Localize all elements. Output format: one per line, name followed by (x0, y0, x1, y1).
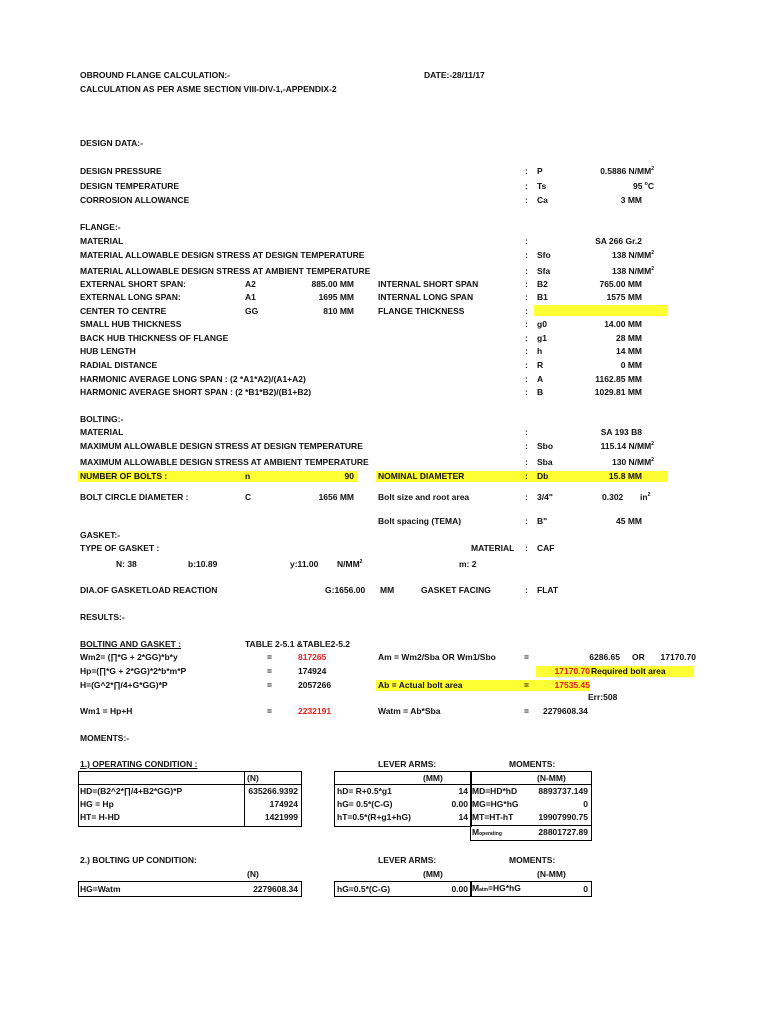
op-force-formula: HT= H-HD (80, 812, 120, 822)
flange-row-value: 138 $N/MM^2$ (612, 266, 654, 276)
nbolts-label: NUMBER OF BOLTS : (80, 471, 168, 481)
bolting-row-sep: : (525, 427, 528, 437)
flange-row-sep: : (525, 333, 528, 343)
bolt-root-area: 0.302 (602, 492, 624, 502)
op-lever-value: 0.00 (451, 799, 468, 809)
bolting-row-sep: : (525, 441, 528, 451)
hp-formula: Hp=(∏*G + 2*GG)*2*b*m*P (80, 666, 187, 676)
flange-row-value: 14.00 MM (604, 319, 642, 329)
flange-row-sym: Sfo (537, 250, 551, 260)
m-operating-value: 28801727.89 (538, 827, 588, 837)
bu-unit-nmm: (N-MM) (537, 869, 566, 879)
op-forces-header-line (78, 784, 301, 785)
watm-formula: Watm = Ab*Sba (378, 706, 441, 716)
op-moment-header-line (470, 784, 591, 785)
wm1-value: 2232191 (298, 706, 332, 716)
flange-row-sep: : (525, 250, 528, 260)
nomdia-label: NOMINAL DIAMETER (378, 471, 465, 481)
design-row-value: 95 $^o$C (632, 181, 654, 191)
bu-unit-mm: (MM) (423, 869, 443, 879)
bcd-val: 1656 MM (318, 492, 354, 502)
op-force-value: 174924 (269, 799, 298, 809)
am-eq: = (524, 652, 529, 662)
bolting-row-sym: Sba (537, 457, 553, 467)
op-force-formula: HG = Hp (80, 799, 114, 809)
flange-row-sym-a: GG (245, 306, 259, 316)
bcd-label: BOLT CIRCLE DIAMETER : (80, 492, 189, 502)
flange-row-sym: B (537, 387, 544, 397)
flange-row-sep: : (525, 360, 528, 370)
bolt-spacing-label: Bolt spacing (TEMA) (378, 516, 462, 526)
flange-row-sym: g0 (537, 319, 547, 329)
bolt-size-label: Bolt size and root area (378, 492, 470, 502)
wm1-eq: = (267, 706, 272, 716)
op-moment-total-line (470, 825, 591, 826)
gasket-facing-val: FLAT (537, 585, 559, 595)
am-or: OR (632, 652, 645, 662)
bu-moments-title: MOMENTS: (509, 855, 556, 865)
design-row-label: CORROSION ALLOWANCE (80, 195, 190, 205)
flange-row-label: MATERIAL ALLOWABLE DESIGN STRESS AT DESIGN TEMPERATURE (80, 250, 365, 260)
flange-row-sep: : (525, 279, 528, 289)
flange-row-label-b: INTERNAL LONG SPAN (378, 292, 474, 302)
design-row-label: DESIGN PRESSURE (80, 166, 162, 176)
flange-row-value: SA 266 Gr.2 (595, 236, 642, 246)
watm-eq: = (524, 706, 529, 716)
flange-row-sym: g1 (537, 333, 547, 343)
flange-row-label-b: FLANGE THICKNESS (378, 306, 465, 316)
bu-lever-formula: hG=0.5*(C-G) (337, 884, 391, 894)
operating-title: 1.) OPERATING CONDITION : (80, 759, 198, 769)
flange-row-sym: Sfa (537, 266, 551, 276)
flange-row-sym-a: A1 (245, 292, 256, 302)
flange-row-sep: : (525, 236, 528, 246)
flange-row-sym: R (537, 360, 544, 370)
flange-row-sep: : (525, 266, 528, 276)
op-moment-value: 0 (583, 799, 588, 809)
required-area-value: 17170.70 (554, 666, 590, 676)
bolting-row-label: MATERIAL (80, 427, 124, 437)
design-row-value: 0.5886 $N/MM^2$ (600, 166, 654, 176)
flange-row-label: HARMONIC AVERAGE SHORT SPAN : (2 *B1*B2)/(B1+B2) (80, 387, 312, 397)
bu-force-formula: HG=Watm (80, 884, 121, 894)
wm2-eq: = (267, 652, 272, 662)
bolt-size-sym: 3/4" (537, 492, 553, 502)
am-value-2: 17170.70 (660, 652, 696, 662)
bolting-row-label: MAXIMUM ALLOWABLE DESIGN STRESS AT DESIGN TEMPERATURE (80, 441, 363, 451)
flange-row-value: 765.00 MM (599, 279, 642, 289)
table-ref: TABLE 2-5.1 &TABLE2-5.2 (245, 639, 351, 649)
op-lever-formula: hG= 0.5*(C-G) (337, 799, 393, 809)
bolting-row-label: MAXIMUM ALLOWABLE DESIGN STRESS AT AMBIENT TEMPERATURE (80, 457, 369, 467)
results-heading: RESULTS:- (80, 612, 125, 622)
gasket-material-val: CAF (537, 543, 555, 553)
op-moment-formula: MG=HG*hG (472, 799, 519, 809)
design-row-label: DESIGN TEMPERATURE (80, 181, 180, 191)
op-unit-n: (N) (247, 773, 259, 783)
design-row-sym: Ca (537, 195, 548, 205)
design-heading: DESIGN DATA:- (80, 138, 143, 148)
bolt-root-unit: $in^2$ (640, 492, 651, 502)
flange-row-sep: : (525, 387, 528, 397)
op-unit-mm: (MM) (423, 773, 443, 783)
wm2-value: 817265 (298, 652, 327, 662)
h-formula: H=(G^2*∏/4+G*GG)*P (80, 680, 168, 690)
flange-row-label: EXTERNAL SHORT SPAN: (80, 279, 186, 289)
op-moment-formula: MD=HD*hD (472, 786, 518, 796)
flange-row-value: 1575 MM (606, 292, 642, 302)
flange-row-value: 1162.85 MM (595, 374, 642, 384)
gasket-material-label: MATERIAL (471, 543, 515, 553)
flange-row-label: BACK HUB THICKNESS OF FLANGE (80, 333, 229, 343)
m-operating-label: Moperating (472, 827, 502, 837)
hp-eq: = (267, 666, 272, 676)
bolting-row-sym: Sbo (537, 441, 554, 451)
flange-row-sep: : (525, 346, 528, 356)
error-cell: Err:508 (588, 692, 618, 702)
gasket-g-unit: MM (380, 585, 395, 595)
flange-row-sep: : (525, 306, 528, 316)
gasket-g-val: G:1656.00 (325, 585, 366, 595)
bu-unit-n: (N) (247, 869, 259, 879)
required-area-label: Required bolt area (591, 666, 666, 676)
flange-row-value: 138 $N/MM^2$ (612, 250, 654, 260)
gasket-m: m: 2 (459, 559, 477, 569)
gasket-type-label: TYPE OF GASKET : (80, 543, 160, 553)
flange-row-sep: : (525, 319, 528, 329)
am-value: 6286.65 (589, 652, 620, 662)
bolting-heading: BOLTING:- (80, 414, 124, 424)
gasket-facing-label: GASKET FACING (421, 585, 491, 595)
doc-title: OBROUND FLANGE CALCULATION:- (80, 70, 230, 80)
op-force-value: 1421999 (264, 812, 298, 822)
nbolts-val: 90 (344, 471, 354, 481)
design-row-value: 3 MM (620, 195, 642, 205)
flange-row-sym: A (537, 374, 544, 384)
flange-heading: FLANGE:- (80, 222, 121, 232)
flange-row-val-a: 1695 MM (318, 292, 354, 302)
flange-row-sym: h (537, 346, 543, 356)
flange-row-label: MATERIAL ALLOWABLE DESIGN STRESS AT AMBIENT TEMPERATURE (80, 266, 371, 276)
design-row-sep: : (525, 195, 528, 205)
gasket-heading: GASKET:- (80, 530, 121, 540)
op-lever-value: 14 (458, 812, 468, 822)
bolt-spacing-sep: : (525, 516, 528, 526)
op-lever-formula: hD= R+0.5*g1 (337, 786, 392, 796)
flange-row-sym: B2 (537, 279, 548, 289)
gasket-y-unit: $N/MM^2$ (337, 559, 363, 569)
flange-row-sym: B1 (537, 292, 548, 302)
flange-row-label: MATERIAL (80, 236, 124, 246)
bcd-sym: C (245, 492, 252, 502)
gasket-dia-label: DIA.OF GASKETLOAD REACTION (80, 585, 218, 595)
bolt-size-sep: : (525, 492, 528, 502)
flange-row-label: SMALL HUB THICKNESS (80, 319, 182, 329)
watm-value: 2279608.34 (543, 706, 588, 716)
nomdia-sep: : (525, 471, 528, 481)
op-lever-title: LEVER ARMS: (378, 759, 437, 769)
flange-row-sep: : (525, 374, 528, 384)
doc-date: DATE:-28/11/17 (424, 70, 485, 80)
op-moment-value: 8893737.149 (538, 786, 588, 796)
h-value: 2057266 (298, 680, 332, 690)
bolt-spacing-sym: B" (537, 516, 548, 526)
am-formula: Am = Wm2/Sba OR Wm1/Sbo (378, 652, 496, 662)
op-unit-nmm: (N-MM) (537, 773, 566, 783)
bu-force-value: 2279608.34 (253, 884, 298, 894)
boltup-title: 2.) BOLTING UP CONDITION: (80, 855, 197, 865)
op-lever-header-line (334, 784, 471, 785)
design-row-sep: : (525, 181, 528, 191)
ab-value: 17535.45 (554, 680, 590, 690)
bu-lever-title: LEVER ARMS: (378, 855, 437, 865)
hp-value: 174924 (298, 666, 327, 676)
design-row-sym: Ts (537, 181, 547, 191)
flange-row-label-b: INTERNAL SHORT SPAN (378, 279, 479, 289)
flange-row-sep: : (525, 292, 528, 302)
moments-heading: MOMENTS:- (80, 733, 130, 743)
nbolts-sym: n (245, 471, 251, 481)
ab-formula: Ab = Actual bolt area (378, 680, 463, 690)
flange-row-label: CENTER TO CENTRE (80, 306, 167, 316)
bu-moment-value: 0 (583, 884, 588, 894)
flange-row-label: EXTERNAL LONG SPAN: (80, 292, 181, 302)
bolting-row-value: 130 $N/MM^2$ (612, 457, 654, 467)
gasket-facing-sep: : (525, 585, 528, 595)
h-eq: = (267, 680, 272, 690)
flange-row-value: 0 MM (620, 360, 642, 370)
bolting-gasket-heading: BOLTING AND GASKET : (80, 639, 182, 649)
flange-row-val-a: 885.00 MM (311, 279, 354, 289)
nomdia-sym: Db (537, 471, 549, 481)
op-lever-value: 14 (458, 786, 468, 796)
op-lever-formula: hT=0.5*(R+g1+hG) (337, 812, 411, 822)
op-moment-formula: MT=HT-hT (472, 812, 514, 822)
wm1-formula: Wm1 = Hp+H (80, 706, 133, 716)
bolt-spacing-val: 45 MM (616, 516, 642, 526)
op-force-value: 635266.9392 (248, 786, 298, 796)
design-row-sep: : (525, 166, 528, 176)
flange-row-val-a: 810 MM (323, 306, 354, 316)
flange-thickness-highlight (534, 305, 668, 316)
bu-lever-value: 0.00 (451, 884, 468, 894)
op-force-formula: HD=(B2^2*∏/4+B2*GG)*P (80, 786, 183, 796)
flange-row-value: 1029.81 MM (594, 387, 642, 397)
bolting-row-value: SA 193 B8 (600, 427, 642, 437)
wm2-formula: Wm2= (∏*G + 2*GG)*b*y (80, 652, 178, 662)
doc-subtitle: CALCULATION AS PER ASME SECTION VIII-DIV-1,-APPENDIX-2 (80, 84, 337, 94)
flange-row-label: HARMONIC AVERAGE LONG SPAN : (2 *A1*A2)/(A1+A2) (80, 374, 306, 384)
flange-row-sym-a: A2 (245, 279, 256, 289)
flange-row-value: 28 MM (616, 333, 642, 343)
gasket-n: N: 38 (116, 559, 137, 569)
bolting-row-sep: : (525, 457, 528, 467)
flange-row-label: HUB LENGTH (80, 346, 136, 356)
design-row-sym: P (537, 166, 543, 176)
gasket-material-sep: : (525, 543, 528, 553)
bolting-row-value: 115.14 $N/MM^2$ (600, 441, 654, 451)
op-moments-title: MOMENTS: (509, 759, 556, 769)
op-moment-value: 19907990.75 (538, 812, 588, 822)
bu-moment-formula: Matm=HG*hG (472, 883, 521, 893)
flange-row-label: RADIAL DISTANCE (80, 360, 158, 370)
ab-eq: = (524, 680, 529, 690)
nomdia-val: 15.8 MM (608, 471, 642, 481)
gasket-y: y:11.00 (290, 559, 319, 569)
gasket-b: b:10.89 (188, 559, 218, 569)
flange-row-value: 14 MM (616, 346, 642, 356)
